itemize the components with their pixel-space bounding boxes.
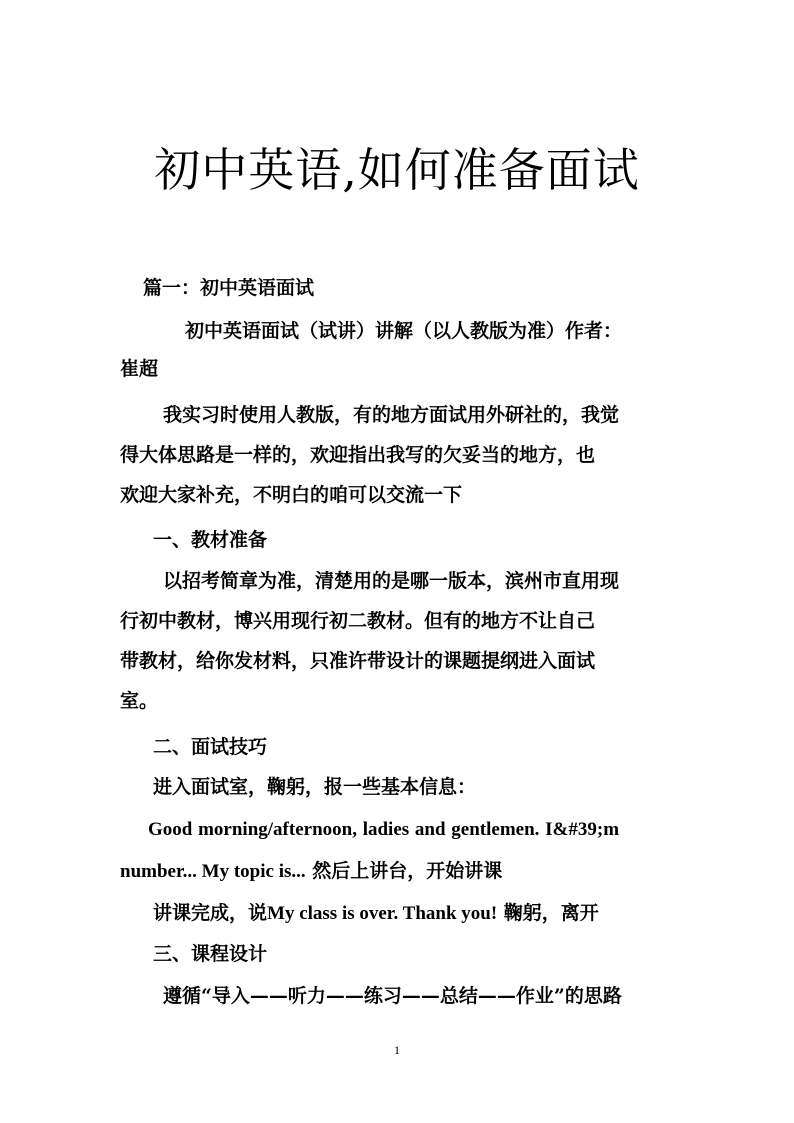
paragraph-2-line-1: 以招考简章为准，清楚用的是哪一版本，滨州市直用现 [163, 570, 620, 592]
paragraph-3-line-2: Good morning/afternoon, ladies and gentlemen. I&#39;m [148, 819, 620, 840]
paragraph-3-line-1: 进入面试室，鞠躬，报一些基本信息： [153, 776, 477, 798]
paragraph-3-line-4-end: 鞠躬，离开 [503, 902, 599, 924]
paragraph-2-line-2: 行初中教材，博兴用现行初二教材。但有的地方不让自己 [120, 610, 596, 632]
paragraph-3-line-3-chinese: 然后上讲台，开始讲课 [312, 860, 503, 882]
paragraph-4-line-1: 遵循“导入——听力——练习——总结——作业”的思路 [163, 985, 622, 1007]
page-number: 1 [394, 1043, 400, 1057]
paragraph-3-line-3-english: number... My topic is... [120, 861, 306, 882]
paragraph-1-line-2: 得大体思路是一样的，欢迎指出我写的欠妥当的地方，也 [120, 444, 596, 466]
intro-line-1: 初中英语面试（试讲）讲解（以人教版为准）作者： [185, 320, 623, 342]
paragraph-3-line-4 [153, 900, 599, 927]
heading-textbook-prep: 一、教材准备 [153, 529, 268, 551]
document-title: 初中英语,如何准备面试 [154, 143, 640, 197]
heading-course-design: 三、课程设计 [153, 943, 268, 965]
paragraph-2-line-4: 室。 [120, 690, 159, 712]
paragraph-2-line-3: 带教材，给你发材料，只准许带设计的课题提纲进入面试 [120, 650, 596, 672]
paragraph-3-line-3 [120, 858, 502, 885]
intro-line-2: 崔超 [120, 358, 159, 380]
paragraph-1-line-1: 我实习时使用人教版，有的地方面试用外研社的，我觉 [163, 404, 620, 426]
paragraph-1-line-3: 欢迎大家补充，不明白的咱可以交流一下 [120, 484, 463, 506]
paragraph-3-line-4-start: 讲课完成，说 [153, 902, 268, 924]
heading-interview-skills: 二、面试技巧 [153, 736, 268, 758]
paragraph-3-line-4-english: My class is over. Thank you! [267, 903, 498, 924]
section-heading: 篇一：初中英语面试 [143, 277, 315, 299]
